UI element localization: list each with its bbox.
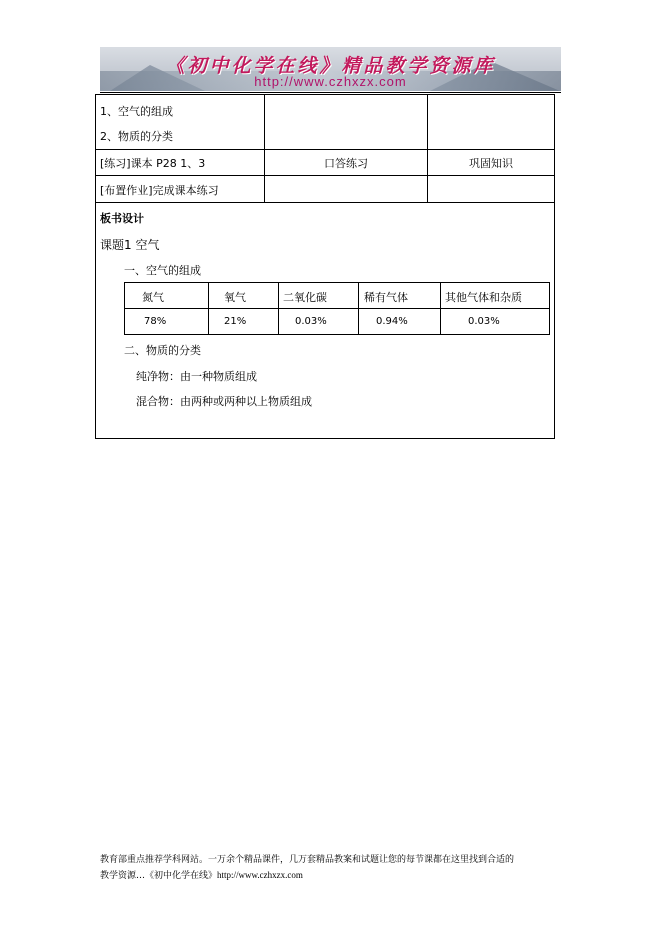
plan-row-practice <box>96 149 554 176</box>
lesson-title: 课题1 空气 <box>100 238 160 252</box>
footer-line-2 <box>100 868 570 884</box>
plan-cell-activity <box>265 95 428 149</box>
header-nitrogen: 氮气 <box>142 291 164 304</box>
plan-cell-content <box>96 149 265 175</box>
banner-divider <box>100 92 561 93</box>
plan-row-homework <box>96 175 554 203</box>
value-other: 0.03% <box>468 316 500 327</box>
value-noble-gas: 0.94% <box>376 316 408 327</box>
header-oxygen: 氧气 <box>224 291 246 304</box>
plan-cell-purpose <box>428 149 554 175</box>
header-co2: 二氧化碳 <box>283 291 327 304</box>
banner-url[interactable]: http://www.czhxzx.com <box>254 74 407 89</box>
site-banner <box>100 47 561 91</box>
footer-url-link[interactable]: http://www.czhxzx.com <box>217 870 303 880</box>
section-composition: 一、空气的组成 <box>124 264 201 277</box>
lesson-plan-frame <box>95 94 555 439</box>
summary-line-1: 1、空气的组成 <box>100 105 173 118</box>
plan-cell-content <box>96 95 265 149</box>
practice-activity: 口答练习 <box>324 157 368 170</box>
value-nitrogen: 78% <box>144 316 167 327</box>
value-oxygen: 21% <box>224 316 247 327</box>
header-other: 其他气体和杂质 <box>445 291 522 304</box>
board-heading: 板书设计 <box>100 212 144 225</box>
plan-cell-activity <box>265 175 428 202</box>
homework-text: [布置作业]完成课本练习 <box>100 184 219 197</box>
practice-text: [练习]课本 P28 1、3 <box>100 157 206 170</box>
summary-line-2: 2、物质的分类 <box>100 130 173 143</box>
plan-cell-purpose <box>428 175 554 202</box>
section-classification: 二、物质的分类 <box>124 344 201 357</box>
plan-cell-activity <box>265 149 428 175</box>
footer-site-name: 教学资源…《初中化学在线》 <box>100 871 218 881</box>
header-noble-gas: 稀有气体 <box>364 291 408 304</box>
plan-cell-purpose <box>428 95 554 149</box>
banner-title: 《初中化学在线》精品教学资源库 <box>165 55 496 77</box>
practice-purpose: 巩固知识 <box>469 157 513 170</box>
plan-cell-content <box>96 175 265 202</box>
plan-row-summary <box>96 95 554 150</box>
pure-substance-def: 纯净物：由一种物质组成 <box>136 370 257 383</box>
footer-line-1: 教育部重点推荐学科网站。一万余个精品课件，几万套精品教案和试题让您的每节课都在这里找到合适的 <box>100 855 515 865</box>
air-composition-table <box>124 282 550 335</box>
mixture-def: 混合物：由两种或两种以上物质组成 <box>136 395 312 408</box>
page-footer <box>100 853 570 884</box>
value-co2: 0.03% <box>295 316 327 327</box>
